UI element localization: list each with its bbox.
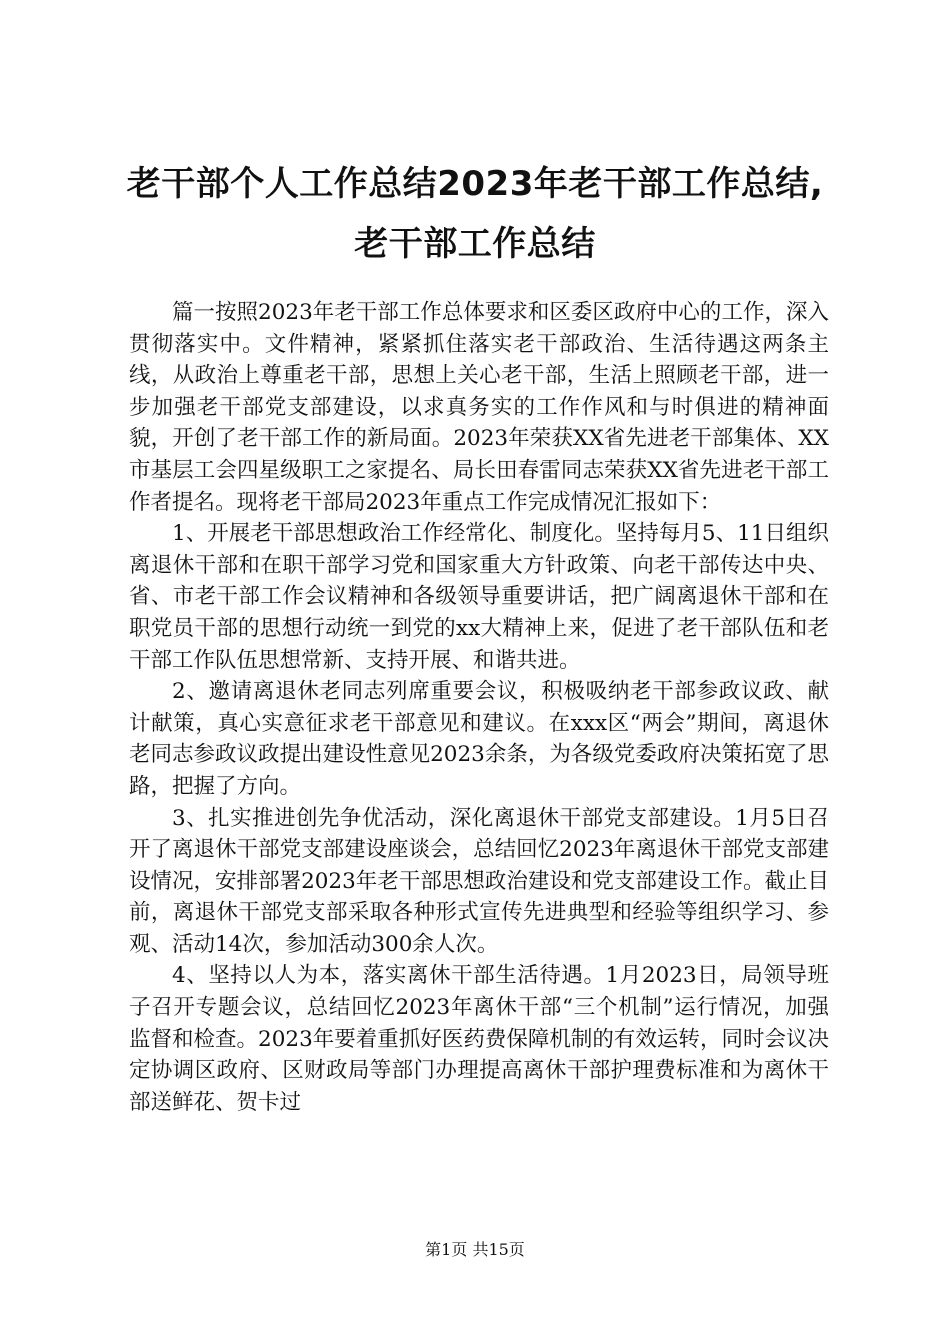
paragraph-item-1: 1、开展老干部思想政治工作经常化、制度化。坚持每月5、11日组织离退休干部和在职干部学习党和国家重大方针政策、向老干部传达中央、省、市老干部工作会议精神和各级领导重要讲话，把广阔离退休干部和在职党员干部的思想行动统一到党的xx大精神上来，促进了老干部队伍和老干部工作队伍思想常新、支持开展、和谐共进。 [129,521,829,673]
document-title-line-2: 老干部工作总结 [354,224,596,264]
page-footer: 第1页 共15页 [425,1240,525,1259]
document-body [129,297,829,1118]
paragraph-intro: 篇一按照2023年老干部工作总体要求和区委区政府中心的工作，深入贯彻落实中。文件精神，紧紧抓住落实老干部政治、生活待遇这两条主线，从政治上尊重老干部，思想上关心老干部，生活上照顾老干部，进一步加强老干部党支部建设，以求真务实的工作作风和与时俱进的精神面貌，开创了老干部工作的新局面。2023年荣获XX省先进老干部集体、XX市基层工会四星级职工之家提名、局长田春雷同志荣获XX省先进老干部工作者提名。现将老干部局2023年重点工作完成情况汇报如下： [129,300,829,515]
document-title-line-1: 老干部个人工作总结2023年老干部工作总结, [126,164,824,204]
paragraph-item-4: 4、坚持以人为本，落实离休干部生活待遇。1月2023日，局领导班子召开专题会议，总结回忆2023年离休干部“三个机制”运行情况，加强监督和检查。2023年要着重抓好医药费保障机制的有效运转，同时会议决定协调区政府、区财政局等部门办理提高离休干部护理费标准和为离休干部送鲜花、贺卡过 [129,963,829,1115]
paragraph-item-2: 2、邀请离退休老同志列席重要会议，积极吸纳老干部参政议政、献计献策，真心实意征求老干部意见和建议。在xxx区“两会”期间，离退休老同志参政议政提出建设性意见2023余条，为各级党委政府决策拓宽了思路，把握了方向。 [129,679,829,799]
paragraph-item-3: 3、扎实推进创先争优活动，深化离退休干部党支部建设。1月5日召开了离退休干部党支部建设座谈会，总结回忆2023年离退休干部党支部建设情况，安排部署2023年老干部思想政治建设和党支部建设工作。截止目前，离退休干部党支部采取各种形式宣传先进典型和经验等组织学习、参观、活动14次，参加活动300余人次。 [129,805,829,957]
